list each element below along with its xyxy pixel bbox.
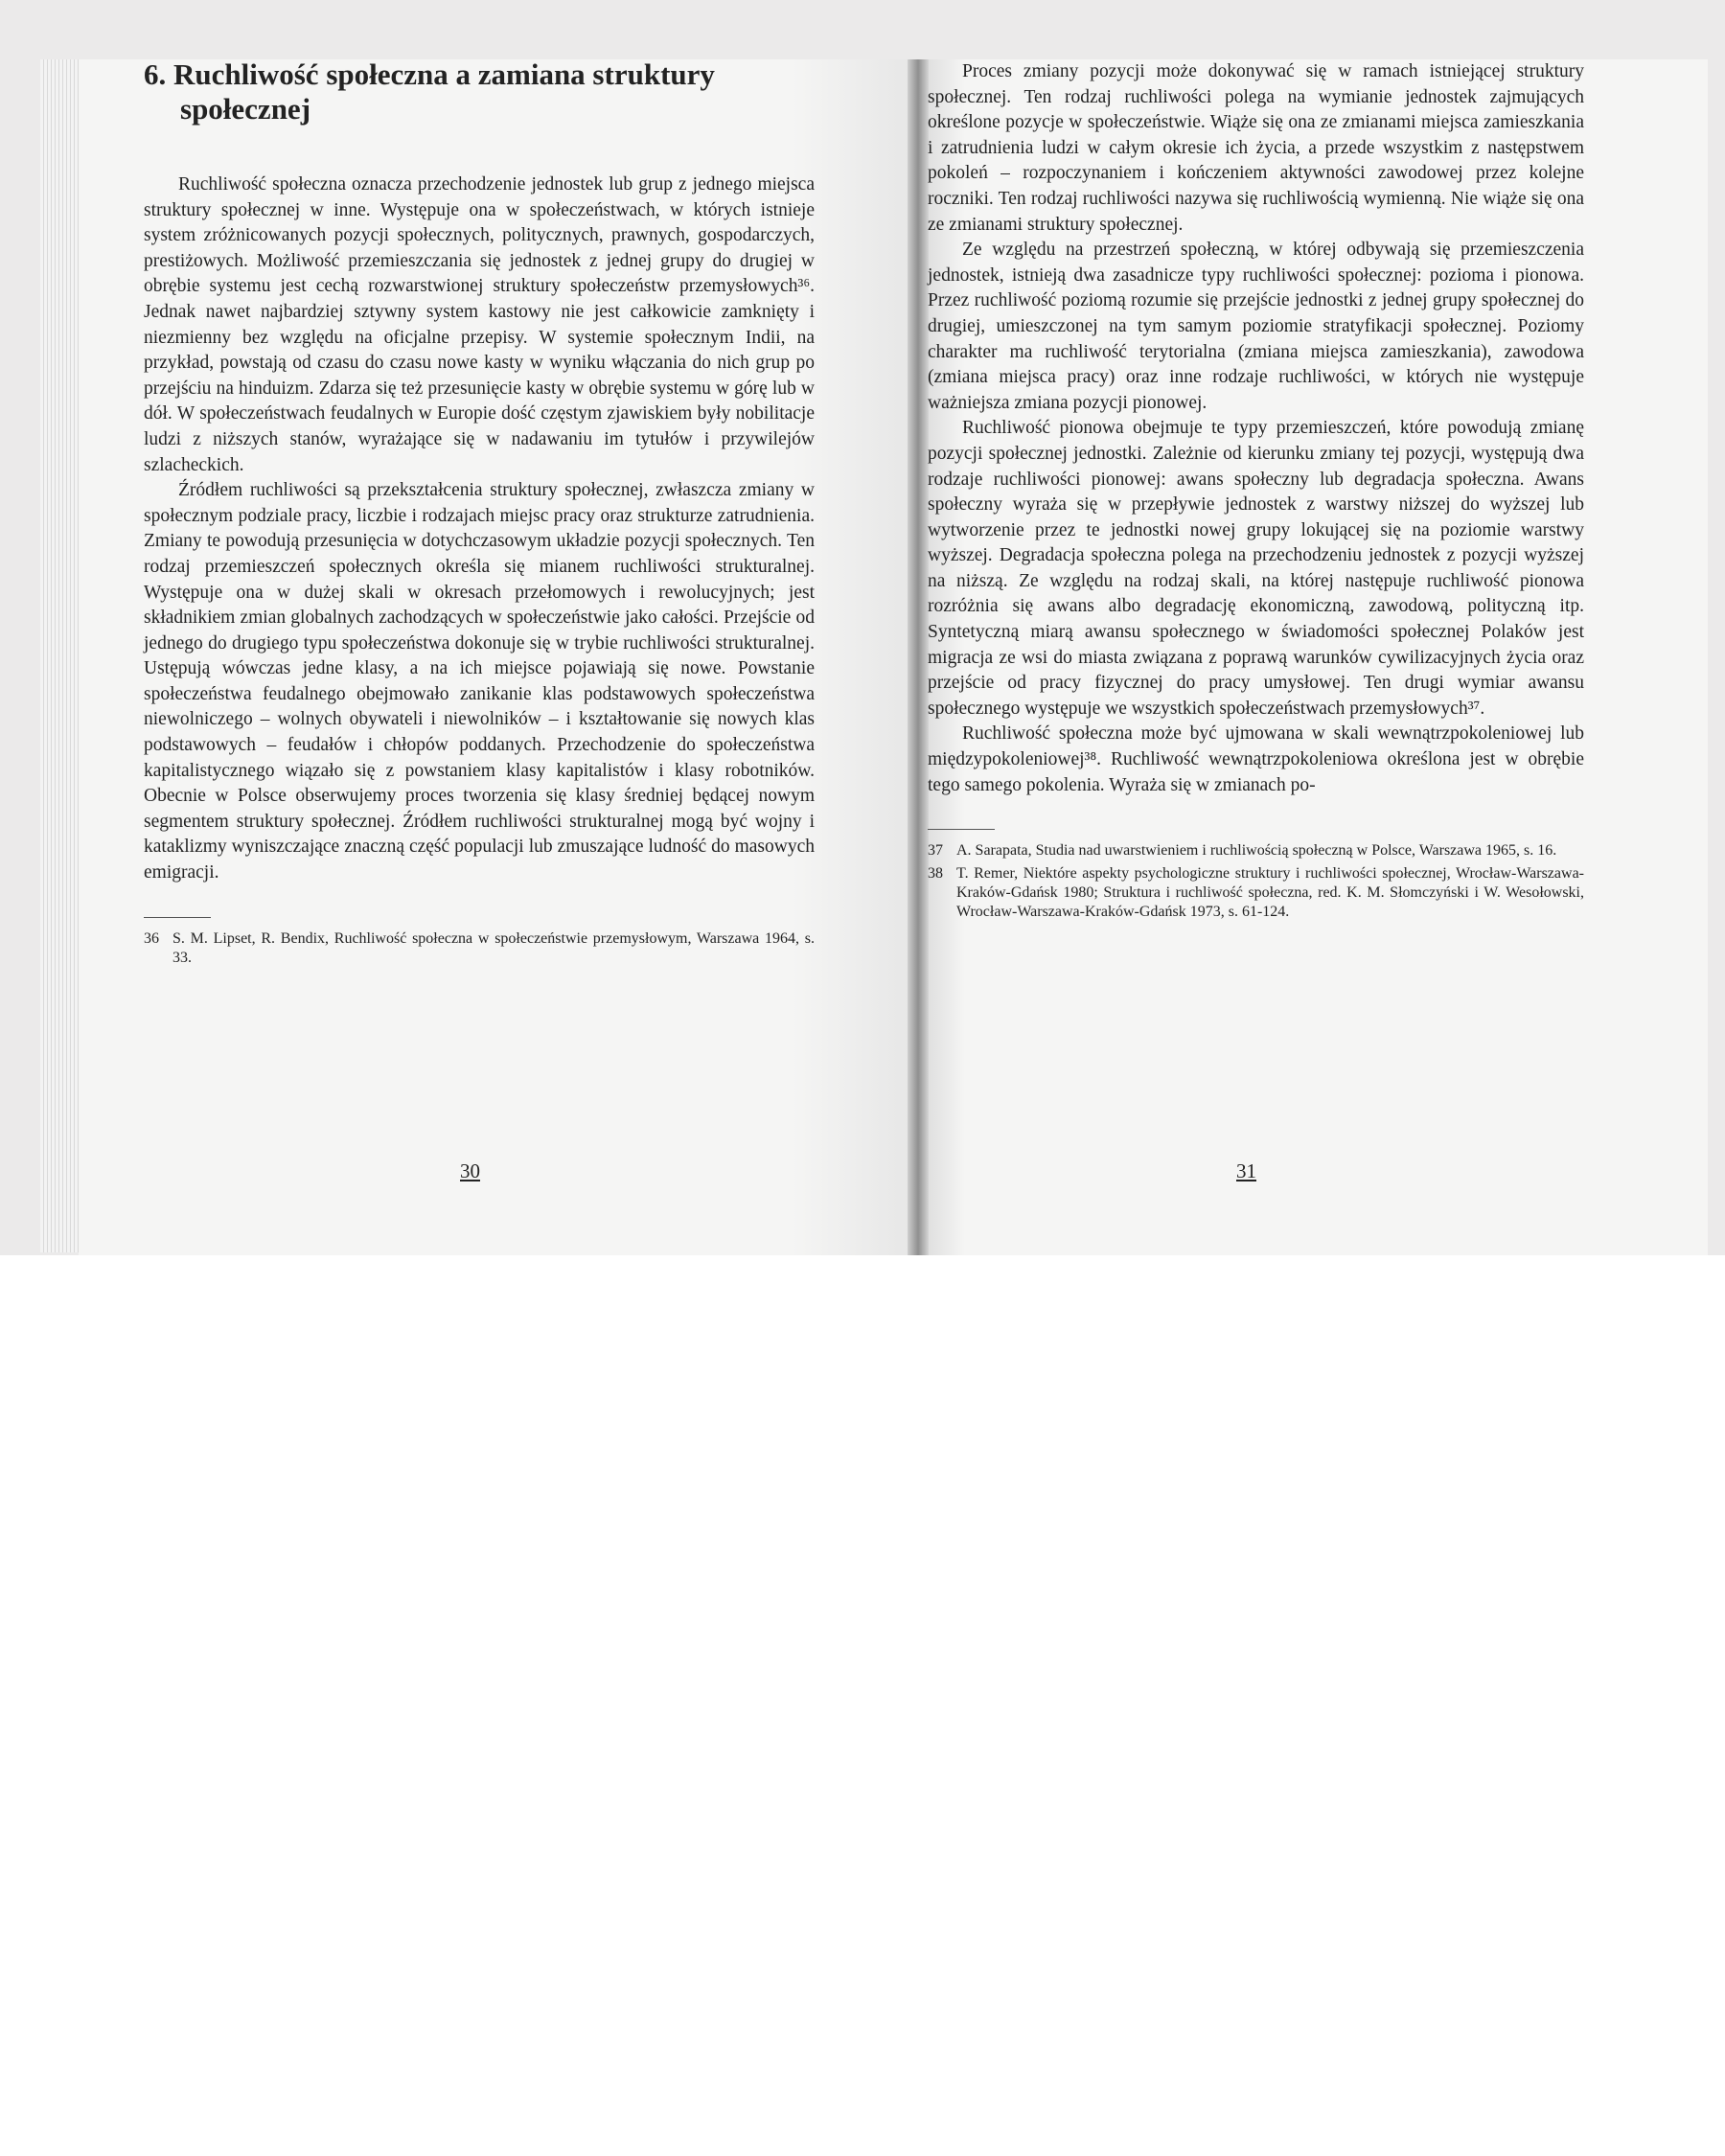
footnote-number: 37 bbox=[928, 842, 943, 860]
footnote-text: T. Remer, Niektóre aspekty psychologiczne struktury i ruchliwości społecznej, Wrocław-Warszawa-Kraków-Gdańsk 1980; Struktura i ruchliwość społeczna, red. K. M. Słomczyński i W. Wesołowski, Wrocław-Warszawa-Kraków-Gdańsk 1973, s. 61-124. bbox=[956, 865, 1584, 921]
book-gutter bbox=[908, 59, 929, 1255]
footnote-text: A. Sarapata, Studia nad uwarstwieniem i ruchliwością społeczną w Polsce, Warszawa 1965, s. 16. bbox=[956, 842, 1557, 860]
paragraph: Źródłem ruchliwości są przekształcenia struktury społecznej, zwłaszcza zmiany w społecznym podziale pracy, liczbie i rodzajach miejsc pracy oraz strukturze zatrudnienia. Zmiany te powodują przesunięcia w dotychczasowym układzie pozycji społecznych. Ten rodzaj przemieszczeń społecznych określa się mianem ruchliwości strukturalnej. Występuje ona w dużej skali w okresach przełomowych i rewolucyjnych; jest składnikiem zmian globalnych zachodzących w społeczeństwie jako całości. Przejście od jednego do drugiego typu społeczeństwa dokonuje się w trybie ruchliwości strukturalnej. Ustępują wówczas jedne klasy, a na ich miejsce pojawiają się nowe. Powstanie społeczeństwa feudalnego obejmowało zanikanie klas podstawowych społeczeństwa niewolniczego – wolnych obywateli i niewolników – i kształtowanie się nowych klas podstawowych – feudałów i chłopów poddanych. Przechodzenie do społeczeństwa kapitalistycznego wiązało się z powstaniem klasy kapitalistów i klasy robotników. Obecnie w Polsce obserwujemy proces tworzenia się klasy średniej będącej nowym segmentem struktury społecznej. Źródłem ruchliwości strukturalnej mogą być wojny i kataklizmy wyniszczające znaczną część populacji lub zmuszające ludność do masowych emigracji. bbox=[144, 480, 815, 883]
paragraph: Ze względu na przestrzeń społeczną, w której odbywają się przemieszczenia jednostek, istnieją dwa zasadnicze typy ruchliwości społecznej: pozioma i pionowa. Przez ruchliwość poziomą rozumie się przejście jednostki z jednej grupy społecznej do drugiej, umieszczonej na tym samym poziomie stratyfikacji społecznej. Poziomy charakter ma ruchliwość terytorialna (zmiana miejsca zamieszkania), zawodowa (zmiana miejsca pracy) oraz inne rodzaje ruchliwości, w których nie występuje ważniejsza zmiana pozycji pionowej. bbox=[928, 240, 1584, 413]
footnote bbox=[144, 929, 815, 968]
footnote-number: 36 bbox=[144, 929, 159, 947]
page-number-right: 31 bbox=[1236, 1159, 1256, 1182]
paragraph: Ruchliwość społeczna może być ujmowana w skali wewnątrzpokoleniowej lub międzypokoleniowej³⁸. Ruchliwość wewnątrzpokoleniowa określona jest w obrębie tego samego pokolenia. Wyraża się w zmianach po- bbox=[928, 723, 1584, 795]
paragraph: Ruchliwość pionowa obejmuje te typy przemieszczeń, które powodują zmianę pozycji społecznej jednostki. Zależnie od kierunku zmiany tej pozycji, występują dwa rodzaje ruchliwości pionowej: awans społeczny lub degradacja społeczna. Awans społeczny wyraża się w przepływie jednostek z warstwy niższej do wyższej lub wytworzenie przez te jednostki nowej grupy lokującej się na poziomie warstwy wyższej. Degradacja społeczna polega na przechodzeniu jednostek z pozycji wyższej na niższą. Ze względu na rodzaj skali, na której następuje ruchliwość pionowa rozróżnia się awans albo degradację ekonomiczną, zawodową, polityczną itp. Syntetyczną miarą awansu społecznego w świadomości społecznej Polaków jest migracja ze wsi do miasta związana z poprawą warunków cywilizacyjnych życia oraz przejście od pracy fizycznej do pracy umysłowej. Ten drugi wymiar awansu społecznego występuje we wszystkich społeczeństwach przemysłowych³⁷. bbox=[928, 418, 1584, 719]
blank-margin bbox=[0, 1255, 1725, 2156]
page-edges bbox=[40, 59, 79, 1252]
footnote bbox=[928, 841, 1584, 860]
footnote bbox=[928, 864, 1584, 922]
paragraph: Ruchliwość społeczna oznacza przechodzenie jednostek lub grup z jednego miejsca struktury społecznej w inne. Występuje ona w społeczeństwach, w których istnieje system zróżnicowanych pozycji społecznych, politycznych, prawnych, gospodarczych, prestiżowych. Możliwość przemieszczania się jednostek z jednej grupy do drugiej w obrębie systemu jest cechą rozwarstwionej struktury społeczeństw przemysłowych³⁶. Jednak nawet najbardziej sztywny system kastowy nie jest całkowicie zamknięty i niezmienny bez względu na oficjalne przepisy. W systemie społecznym Indii, na przykład, powstają od czasu do czasu nowe kasty w wyniku włączania do nich grup po przejściu na hinduizm. Zdarza się też przesunięcie kasty w obrębie systemu w górę lub w dół. W społeczeństwach feudalnych w Europie dość częstym zjawiskiem były nobilitacje ludzi z niższych stanów, wyrażające się w nadawaniu im tytułów i przywilejów szlacheckich. bbox=[144, 174, 815, 475]
page-number-left: 30 bbox=[460, 1159, 480, 1182]
footnote-divider bbox=[144, 917, 211, 918]
left-page-text bbox=[144, 57, 815, 972]
footnote-divider bbox=[928, 829, 995, 830]
chapter-title: 6. Ruchliwość społeczna a zamiana struktury społecznej bbox=[144, 57, 715, 126]
right-page-text bbox=[928, 59, 1584, 926]
paragraph: Proces zmiany pozycji może dokonywać się w ramach istniejącej struktury społecznej. Ten rodzaj ruchliwości polega na wymianie jednostek zajmujących określone pozycje w społeczeństwie. Wiąże się ona ze zmianami miejsca zamieszkania i zatrudnienia ludzi w całym okresie ich życia, a przede wszystkim z następstwem pokoleń – rozpoczynaniem i kończeniem aktywności zawodowej przez kolejne roczniki. Ten rodzaj ruchliwości nazywa się ruchliwością wymienną. Nie wiąże się ona ze zmianami struktury społecznej. bbox=[928, 61, 1584, 235]
footnote-text: S. M. Lipset, R. Bendix, Ruchliwość społeczna w społeczeństwie przemysłowym, Warszawa 1964, s. 33. bbox=[172, 929, 815, 966]
footnote-number: 38 bbox=[928, 865, 943, 883]
